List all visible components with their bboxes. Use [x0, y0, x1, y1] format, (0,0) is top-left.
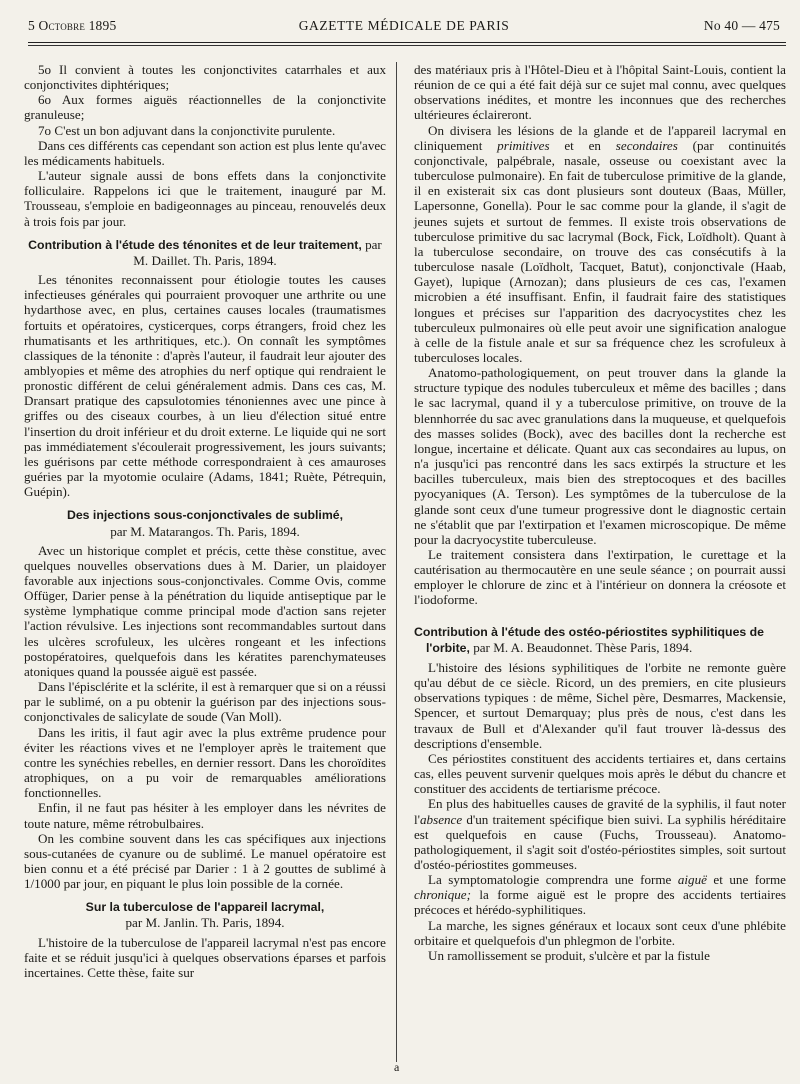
paragraph: Dans ces différents cas cependant son action est plus lente qu'avec les médicaments habituels.: [24, 137, 386, 168]
paragraph: Dans les iritis, il faut agir avec la plus extrême prudence pour éviter les réactions vives et ne l'employer après le traitement que contre les synéchies rebelles, en dernier ressort. Dans les choroïdites atrophiques, on a pu voir de remarquables améliorations fonctionnelles.: [24, 724, 386, 801]
review-title: Sur la tuberculose de l'appareil lacrymal,: [85, 900, 325, 915]
paragraph: Avec un historique complet et précis, cette thèse constitue, avec quelques nouvelles observations dues à M. Darier, un plaidoyer favorable aux injections sous-conjonctivales. Comme Ovis, comme Offüger, Darier pense à la pénétration du liquide antiseptique par le système lymphatique comme principal mode d'action sans rejeter l'action révulsive. Les injections sont recommandables surtout dans les ulcères scrofuleux, les ulcères rongeant et les infections postopératoires, quelquefois dans les kératites parenchymateuses atoniques quand la poussée aiguë est passée.: [24, 542, 386, 679]
review-heading-syphilis: [414, 624, 786, 656]
paragraph: La marche, les signes généraux et locaux sont ceux d'une phlébite orbitaire et quelquefois d'un phlegmon de l'orbite.: [414, 917, 786, 948]
review-author: par M. A. Beaudonnet. Thèse Paris, 1894.: [473, 639, 693, 655]
paragraph: Les ténonites reconnaissent pour étiologie toutes les causes infectieuses générales qui pourraient provoquer une arthrite ou une hydarthose avec, en plus, certaines causes locales (traumatismes fortuits et opératoires, cysticerques, corps étrangers, froid chez les rhumatisants et les arthritiques, etc.). On connaît les symptômes classiques de la ténonite : d'après l'auteur, il faudrait leur ajouter des amblyopies et même des atrophies du nerf optique qui rendraient le pronostic différent de celui généralement admis. Dans ces cas, M. Dransart pratique des capsulotomies ténoniennes avec une pince à griffes ou des ciseaux courbes, à un lieu d'élection situé entre l'insertion du droit inférieur et du droit externe. Le liquide qui ne sort pas immédiatement s'écoulerait progressivement, les jours suivants; les guérisons par cette méthode correspondraient à ces amauroses guéries par la myotomie oculaire (Adams, 1841; Ruète, Pétrequin, Guépin).: [24, 272, 386, 500]
review-heading-tenonites: [24, 237, 386, 268]
review-author: par M. Matarangos. Th. Paris, 1894.: [110, 523, 300, 539]
paragraph: 5o Il convient à toutes les conjonctivites catarrhales et aux conjonctivites diphtériques;: [24, 62, 386, 93]
paragraph: L'histoire de la tuberculose de l'appareil lacrymal n'est pas encore faite et se réduit jusqu'ici à quelques observations éparses et parfois incertaines. Cette thèse, faite sur: [24, 934, 386, 980]
right-column: [414, 62, 786, 963]
review-title: Contribution à l'étude des ostéo-périostites syphilitiques de l'orbite,: [414, 624, 765, 655]
paragraph: [414, 872, 786, 917]
review-title: Contribution à l'étude des ténonites et de leur traitement,: [28, 237, 362, 252]
text-run: En plus des habituelles causes de gravité de la syphilis, il faut noter l': [414, 796, 786, 827]
header-rule-thin: [28, 45, 786, 46]
paragraph: Ces périostites constituent des accidents tertiaires et, dans certains cas, elles peuvent survenir quelques mois après le début du chancre et constituer des accidents de tertiarisme précoce.: [414, 750, 786, 797]
paragraph: 6o Aux formes aiguës réactionnelles de la conjonctivite granuleuse;: [24, 92, 386, 123]
text-run: La symptomatologie comprendra une forme: [428, 872, 678, 888]
paragraph: [414, 123, 786, 366]
paragraph: L'auteur signale aussi de bons effets dans la conjonctivite folliculaire. Rappelons ici que le traitement, inauguré par M. Trousseau, s'emploie en badigeonnages au pinceau, renouvelés deux à trois fois par jour.: [24, 168, 386, 229]
paragraph: Dans l'épisclérite et la sclérite, il est à remarquer que si on a réussi par le sublimé, on a pu obtenir la guérison par des injections sous-conjonctivales de salicylate de soude (Van Moll).: [24, 679, 386, 725]
paragraph: Enfin, il ne faut pas hésiter à les employer dans les névrites de toute nature, même rétrobulbaires.: [24, 800, 386, 831]
italic-term: absence: [420, 811, 463, 827]
left-column: [24, 62, 386, 980]
review-author: par M. Daillet. Th. Paris, 1894.: [133, 236, 382, 268]
italic-term: secondaires: [615, 137, 678, 153]
header-date: 5 Octobre 1895: [28, 18, 117, 33]
paragraph: Anatomo-pathologiquement, on peut trouver dans la glande la structure typique des nodules tuberculeux et même des bacilles ; dans le sac lacrymal, quand il y a tuberculose primitive, on trouve de la blennhorrée du sac avec granulations dans la muqueuse, et quelquefois des masses solides (Bock), avec des bacilles dont la recherche est longue, incertaine et délicate. Quant aux cas secondaires au lupus, on n'a jusqu'ici pas rencontré dans les sacs extirpés la structure et les bacilles tuberculeux, mais bien des streptocoques et des bacilles pyocyaniques (A. Terson). Les symptômes de la tuberculose de la glande sont ceux d'une tumeur progressive dont le diagnostic certain ne s'établit que par l'extirpation et l'examen microscopique. De même pour la dacryocystite tuberculeuse.: [414, 365, 786, 547]
paragraph: des matériaux pris à l'Hôtel-Dieu et à l'hôpital Saint-Louis, contient la réunion de ce qui a été fait déjà sur ce sujet mal connu, avec quelques observations inédites, et montre les inconnues que des recherches ultérieures éclaireront.: [414, 62, 786, 123]
header-issue-page: No 40 — 475: [703, 18, 780, 33]
paragraph: On les combine souvent dans les cas spécifiques aux injections sous-cutanées de cyanure ou de sublimé. Le manuel opératoire est bien connu et a été précisé par Darier : 1 à 2 gouttes de sublimé à 1/1000 par jour, en piquant le plus loin possible de la cornée.: [24, 830, 386, 892]
italic-term: chronique;: [414, 887, 471, 903]
review-author: par M. Janlin. Th. Paris, 1894.: [125, 915, 285, 931]
paragraph: Un ramollissement se produit, s'ulcère et par la fistule: [428, 947, 710, 963]
text-run: d'un traitement spécifique bien suivi. La syphilis héréditaire est quelquefois en cause (Fuchs, Trousseau). Anatomo-pathologiquement, il s'agit soit d'ostéo-périostites simples, soit surtout d'ostéo-périostites gommeuses.: [414, 811, 786, 872]
paragraph: Le traitement consistera dans l'extirpation, le curettage et la cautérisation au thermocautère en une seule séance ; on pourrait aussi employer le chlorure de zinc et à l'intérieur on donnera la créosote et l'iodoforme.: [414, 547, 786, 608]
text-run: On divisera les lésions de la glande et de l'appareil lacrymal en cliniquement: [414, 122, 786, 153]
header-journal-title: GAZETTE MÉDICALE DE PARIS: [298, 18, 510, 33]
header-rule: [28, 42, 786, 43]
review-heading-lacrymal: [24, 899, 386, 930]
paragraph: 7o C'est un bon adjuvant dans la conjonctivite purulente.: [38, 122, 336, 138]
text-run: la forme aiguë est le propre des accidents tertiaires précoces et hérédo-syphilitiques.: [414, 887, 786, 918]
column-divider: [396, 62, 397, 1062]
review-heading-sublime: [24, 507, 386, 538]
text-run: et en: [549, 137, 616, 153]
review-title: Des injections sous-conjonctivales de sublimé,: [66, 508, 344, 523]
paragraph: [414, 796, 786, 872]
text-run: (par continuités conjonctivale, palpébrale, nasale, osseuse ou coexistant avec la tuberculose pulmonaire). En fait de tuberculose primitive de la glande, il en existerait six cas dont plusieurs sont douteux (Baas, Müller, Lapersonne, Gonella). Pour le sac comme pour la glande, il s'agit de jeunes sujets et surtout de femmes. Il existe trois observations de tuberculose primitive du sac lacrymal (Bock, Fick, Loïdholt). Quant à la tuberculose secondaire, on trouve des cas consécutifs à la tuberculose nasale (Loïdholt, Tacquet, Batut), conjonctivale (Haab, Gayet), lupique (Arnozan); dans plusieurs de ces cas, l'examen microbien a été insuffisant. Enfin, il faudrait faire des statistiques longues et précises sur l'apparition des dacryocystites chez les tuberculeux pulmonaires où elle peut avoir une signification analogue à celle de la fistule anale et sur sa fréquence chez les scrofuleux à tuberculoses locales.: [414, 137, 786, 365]
signature-mark: a: [394, 1060, 400, 1074]
italic-term: primitives: [497, 137, 550, 153]
text-run: et une forme: [706, 872, 786, 888]
running-header: [28, 18, 780, 42]
paragraph: L'histoire des lésions syphilitiques de l'orbite ne remonte guère qu'au début de ce siècle. Ricord, un des premiers, en cite plusieurs observations typiques : de même, Sichel père, Desmarres, Mackensie, Spencer, et surtout Demarquay; plus près de nous, c'est dans les travaux de Bull et d'Alexander qu'il faut trouver là-dessus des descriptions d'ensemble.: [414, 659, 786, 751]
italic-term: aiguë: [677, 872, 707, 888]
